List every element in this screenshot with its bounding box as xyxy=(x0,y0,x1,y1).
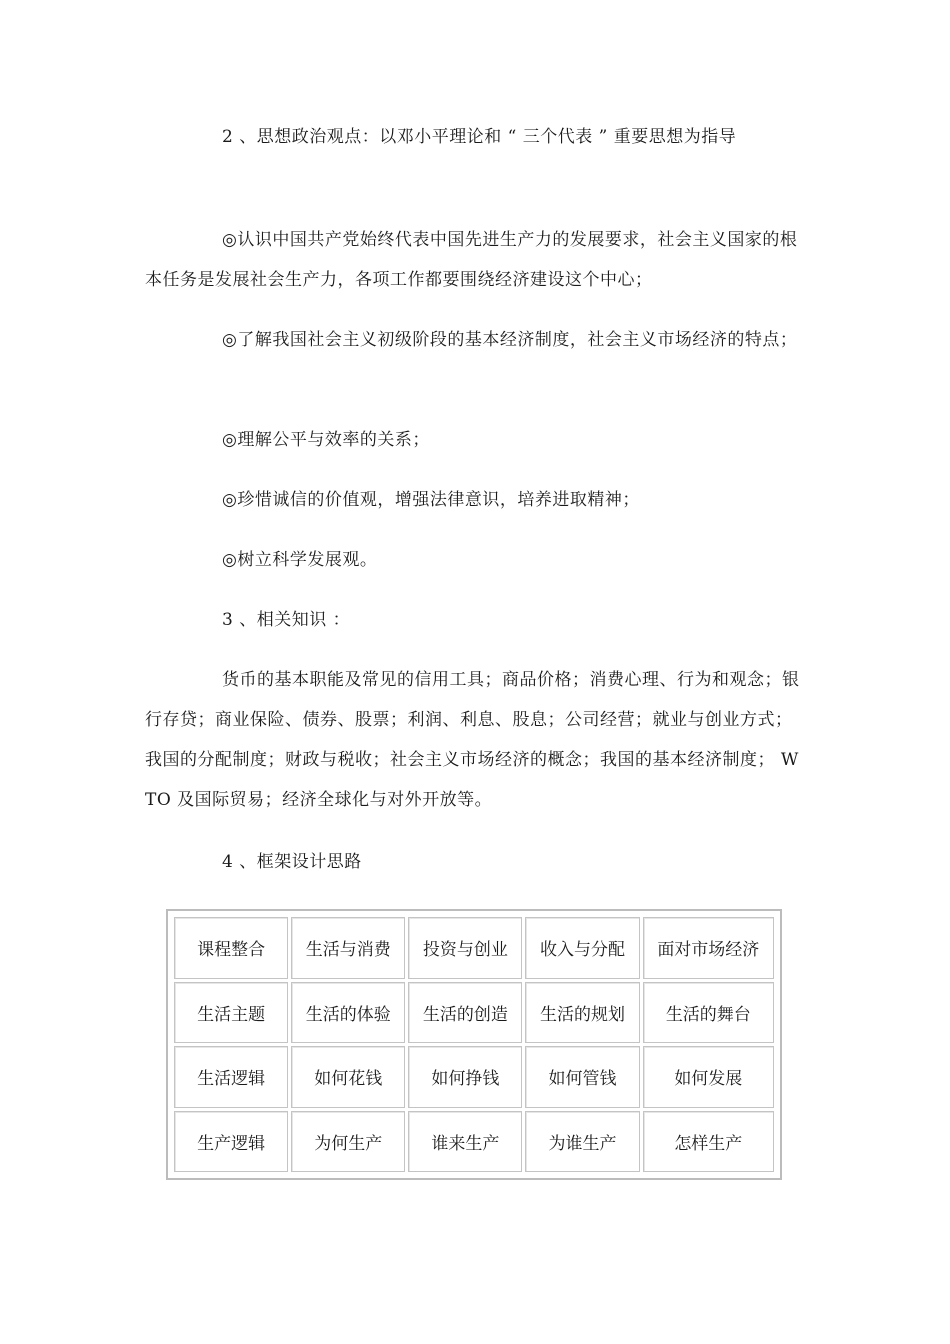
table-cell: 如何管钱 xyxy=(525,1046,639,1108)
row-header-cell: 生活主题 xyxy=(174,982,288,1044)
framework-table-frame xyxy=(166,909,782,1180)
table-row xyxy=(174,917,774,979)
section-2-heading: 2 、思想政治观点：以邓小平理论和 “ 三个代表 ” 重要思想为指导 xyxy=(222,127,737,147)
list-item-1: ◎认识中国共产党始终代表中国先进生产力的发展要求，社会主义国家的根本任务是发展社会生产力，各项工作都要围绕经济建设这个中心； xyxy=(145,230,798,290)
list-item-4: ◎珍惜诚信的价值观，增强法律意识，培养进取精神； xyxy=(222,490,640,510)
section-3-heading: 3 、相关知识 ： xyxy=(222,610,351,630)
table-cell: 如何发展 xyxy=(643,1046,774,1108)
table-cell: 谁来生产 xyxy=(408,1111,522,1173)
table-cell: 如何挣钱 xyxy=(408,1046,522,1108)
list-item-5: ◎树立科学发展观。 xyxy=(222,550,378,570)
row-header-cell: 课程整合 xyxy=(174,917,288,979)
list-item-3: ◎理解公平与效率的关系； xyxy=(222,430,430,450)
section-4-heading: 4 、框架设计思路 xyxy=(222,852,362,872)
section-3-body: 货币的基本职能及常见的信用工具；商品价格；消费心理、行为和观念；银行存贷；商业保险、债券、股票；利润、利息、股息；公司经营；就业与创业方式；我国的分配制度；财政与税收；社会主义市场经济的概念；我国的基本经济制度； WTO 及国际贸易；经济全球化与对外开放等。 xyxy=(145,670,800,810)
table-cell: 为谁生产 xyxy=(525,1111,639,1173)
table-cell: 为何生产 xyxy=(291,1111,405,1173)
table-cell: 生活的规划 xyxy=(525,982,639,1044)
table-cell: 面对市场经济 xyxy=(643,917,774,979)
row-header-cell: 生活逻辑 xyxy=(174,1046,288,1108)
table-cell: 收入与分配 xyxy=(525,917,639,979)
table-cell: 生活的创造 xyxy=(408,982,522,1044)
list-item-2: ◎了解我国社会主义初级阶段的基本经济制度，社会主义市场经济的特点； xyxy=(222,330,798,350)
table-cell: 生活的体验 xyxy=(291,982,405,1044)
table-row xyxy=(174,1046,774,1108)
framework-table xyxy=(171,914,777,1175)
table-row xyxy=(174,982,774,1044)
table-row xyxy=(174,1111,774,1173)
table-cell: 投资与创业 xyxy=(408,917,522,979)
table-cell: 生活的舞台 xyxy=(643,982,774,1044)
table-cell: 怎样生产 xyxy=(643,1111,774,1173)
table-cell: 如何花钱 xyxy=(291,1046,405,1108)
row-header-cell: 生产逻辑 xyxy=(174,1111,288,1173)
table-cell: 生活与消费 xyxy=(291,917,405,979)
